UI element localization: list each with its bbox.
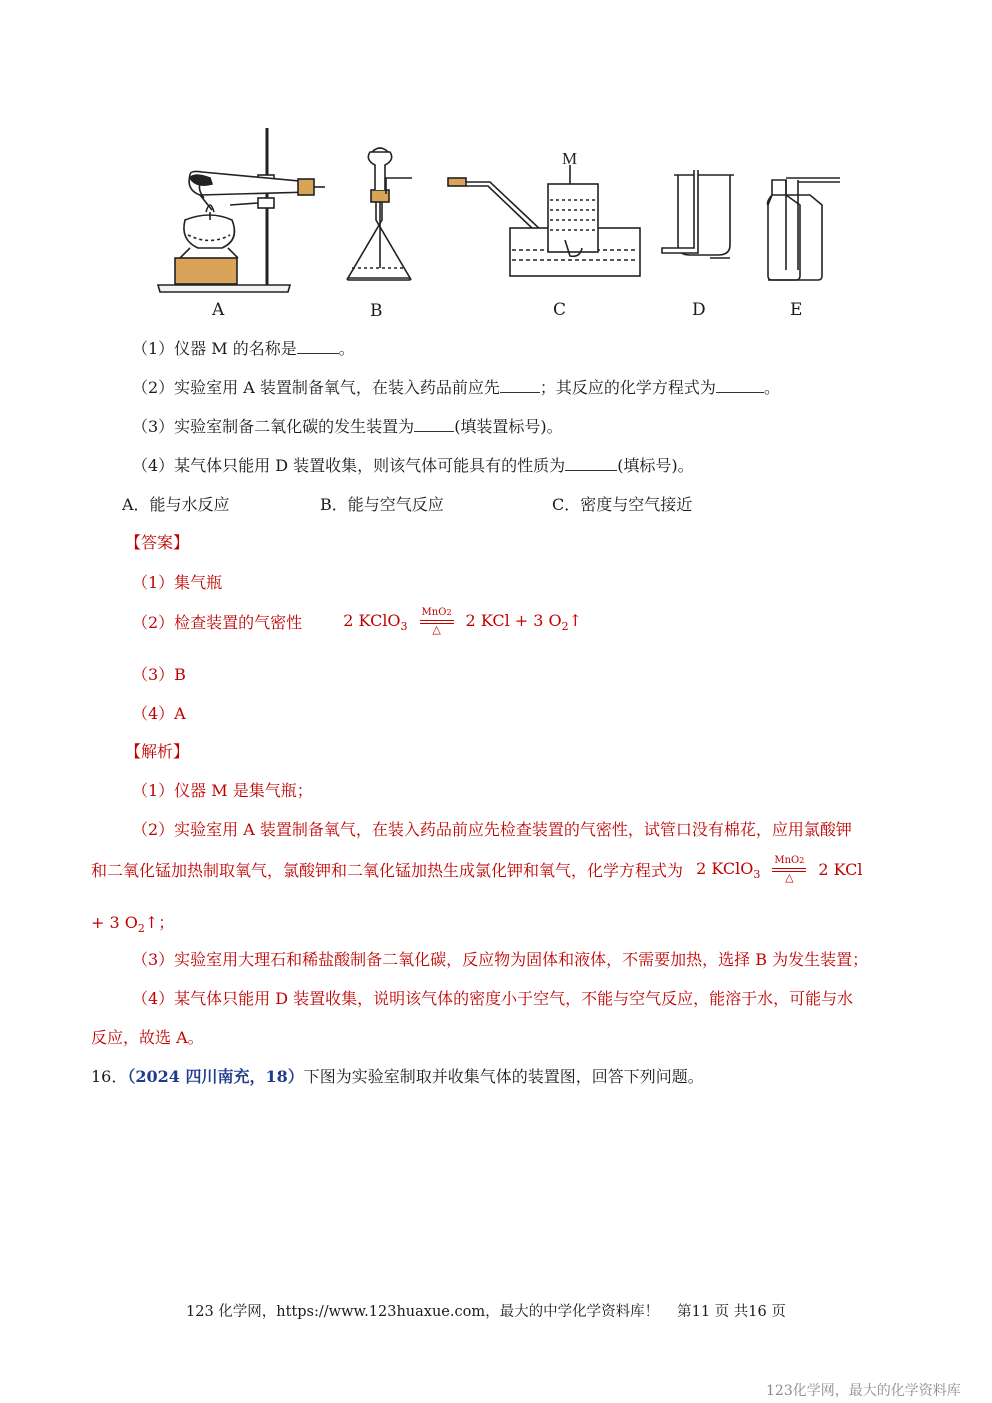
answer-blank [297,339,339,354]
analysis-4-line1: （4）某气体只能用 D 装置收集，说明该气体的密度小于空气，不能与空气反应，能溶于水，可能与水 [132,989,854,1008]
answer-4: （4）A [132,704,186,723]
answer-blank [500,378,540,393]
answer-blank [565,456,617,471]
apparatus-b-drawing [347,148,412,280]
answer-3: （3）B [132,665,186,684]
analysis-1: （1）仪器 M 是集气瓶； [132,781,313,800]
apparatus-d-drawing [662,170,734,258]
answer-blank [414,417,454,432]
label-d: D [692,300,706,320]
page-footer: 123 化学网，https://www.123huaxue.com，最大的中学化学资料库！ 第11 页 共16 页 [186,1304,786,1320]
question-1: （1）仪器 M 的名称是 。 [132,339,355,358]
question-4: （4）某气体只能用 D 装置收集，则该气体可能具有的性质为 (填标号)。 [132,456,694,475]
answer-blank [716,378,764,393]
apparatus-figure [150,120,850,300]
analysis-2-line2: 和二氧化锰加热制取氧气，氯酸钾和二氧化锰加热生成氯化钾和氧气，化学方程式为 2 KClO$_3$ MnO2 △ 2 KCl [91,855,863,884]
option-a: A．能与水反应 [122,495,230,514]
option-c: C．密度与空气接近 [552,495,693,514]
option-b: B．能与空气反应 [320,495,444,514]
answer-heading: 【答案】 [125,533,190,552]
question-16: 16．（2024 四川南充，18）下图为实验室制取并收集气体的装置图，回答下列问题。 [91,1067,704,1086]
analysis-heading: 【解析】 [125,742,190,761]
apparatus-e-drawing [768,178,841,280]
apparatus-a-drawing [158,128,325,292]
question-3: （3）实验室制备二氧化碳的发生装置为 (填装置标号)。 [132,417,563,436]
analysis-4-line2: 反应，故选 A。 [91,1028,204,1047]
analysis-3: （3）实验室用大理石和稀盐酸制备二氧化碳，反应物为固体和液体，不需要加热，选择 B 为发生装置； [132,950,869,969]
reaction-condition: MnO2 △ [420,608,454,635]
chemical-equation: 2 KClO$_3$ MnO2 △ 2 KCl + 3 $O_2↑$ [343,607,583,636]
label-a: A [212,300,225,320]
label-m: M [562,149,578,168]
apparatus-c-drawing [448,165,640,276]
answer-2: （2）检查装置的气密性 2 KClO$_3$ MnO2 △ 2 KCl + 3 $O_2↑$ [132,607,583,636]
watermark: 123化学网，最大的化学资料库 [766,1383,961,1399]
question-2: （2）实验室用 A 装置制备氧气，在装入药品前应先 ；其反应的化学方程式为 。 [132,378,780,397]
answer-1: （1）集气瓶 [132,573,223,592]
label-e: E [790,300,803,320]
label-c: C [553,300,567,320]
label-b: B [370,301,383,321]
analysis-2-line1: （2）实验室用 A 装置制备氧气，在装入药品前应先检查装置的气密性，试管口没有棉花，应用氯酸钾 [132,820,852,839]
analysis-2-line3: + 3 $O_2↑$； [91,913,175,935]
